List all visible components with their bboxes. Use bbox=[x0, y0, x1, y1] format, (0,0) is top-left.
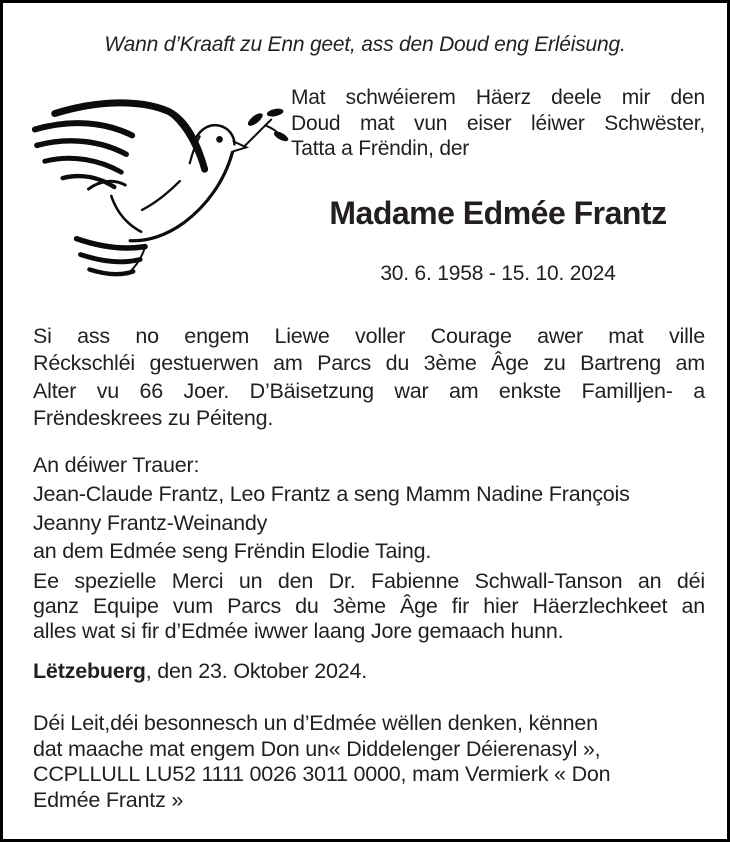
mourner-line: Jeanny Frantz-Weinandy bbox=[33, 510, 268, 535]
thanks-line: Ee spezielle Merci un den Dr. Fabienne Schwall-Tanson an déi bbox=[33, 569, 705, 593]
thanks-line: alles wat si fir d’Edmée iwwer laang Jore gemaach hunn. bbox=[33, 618, 564, 643]
intro-line: Mat schwéierem Häerz deele mir den bbox=[291, 86, 705, 109]
donation-line: dat maache mat engem Don un« Diddelenger Déierenasyl », bbox=[33, 736, 601, 761]
obituary-paragraph bbox=[33, 323, 705, 432]
thanks-line: ganz Equipe vum Parcs du 3ème Âge fir hier Häerzlechkeet an bbox=[33, 593, 705, 618]
mourners-heading: An déiwer Trauer: bbox=[33, 453, 200, 477]
deceased-name: Madame Edmée Frantz bbox=[329, 195, 667, 231]
mourner-line: Jean-Claude Frantz, Leo Frantz a seng Mamm Nadine François bbox=[33, 481, 630, 506]
date-text: , den 23. Oktober 2024. bbox=[145, 659, 367, 683]
place-and-date bbox=[33, 659, 705, 684]
intro-paragraph bbox=[291, 85, 705, 162]
dove-olive-branch-icon bbox=[15, 87, 293, 301]
donation-paragraph bbox=[33, 711, 705, 813]
mourners-section bbox=[33, 451, 705, 566]
place-name: Lëtzebuerg bbox=[33, 659, 146, 683]
donation-line: Edmée Frantz » bbox=[33, 787, 184, 812]
obituary-line: Alter vu 66 Joer. D’Bäisetzung war am enkste Familljen- a bbox=[33, 378, 705, 403]
epigraph-quote: Wann d’Kraaft zu Enn geet, ass den Doud eng Erléisung. bbox=[104, 33, 626, 56]
donation-line: Déi Leit,déi besonnesch un d’Edmée wëllen denken, kënnen bbox=[33, 711, 598, 735]
thanks-paragraph bbox=[33, 569, 705, 643]
intro-line: Doud mat vun eiser léiwer Schwëster, bbox=[291, 111, 705, 135]
donation-line: CCPLLULL LU52 1111 0026 3011 0000, mam Vermierk « Don bbox=[33, 762, 611, 787]
intro-line: Tatta a Frëndin, der bbox=[291, 137, 470, 160]
mourner-line: an dem Edmée seng Frëndin Elodie Taing. bbox=[33, 539, 432, 564]
obituary-line: Si ass no engem Liewe voller Courage awer mat ville bbox=[33, 324, 705, 348]
obituary-line: Réckschléi gestuerwen am Parcs du 3ème Âge zu Bartreng am bbox=[33, 351, 705, 376]
deceased-dates: 30. 6. 1958 - 15. 10. 2024 bbox=[380, 262, 616, 285]
obituary-line: Frëndeskrees zu Péiteng. bbox=[33, 405, 274, 430]
